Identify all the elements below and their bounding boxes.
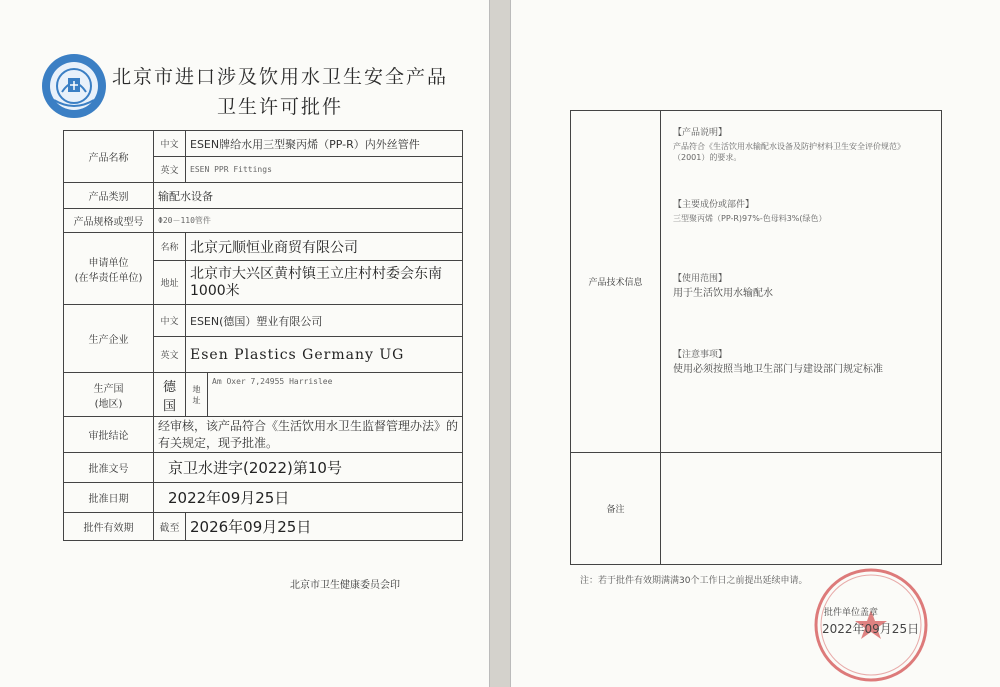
applicant-label: [64, 233, 154, 305]
origin-addr-value: Am Oxer 7,24955 Harrislee: [208, 373, 463, 417]
health-emblem-icon: [40, 52, 108, 120]
applicant-name-label: 名称: [154, 233, 186, 261]
material-body: 三型聚丙烯（PP-R)97%-色母料3%(绿色）: [673, 214, 827, 224]
desc-body: 产品符合《生活饮用水输配水设备及防护材料卫生安全评价规范》（2001）的要求。: [673, 142, 905, 163]
approval-date-label: 批准日期: [64, 483, 154, 513]
footnote: 注：若于批件有效期满满30个工作日之前提出延续申请。: [580, 576, 808, 586]
use-heading: 【使用范围】: [673, 273, 728, 284]
material-section: [667, 193, 935, 228]
left-page: [0, 0, 490, 687]
conclusion-label: 审批结论: [64, 417, 154, 453]
origin-addr-label: 地址: [186, 373, 208, 417]
page-gutter: [490, 0, 510, 687]
caution-section: [667, 343, 935, 381]
approval-no-label: 批准文号: [64, 453, 154, 483]
manufacturer-label: 生产企业: [64, 305, 154, 373]
spec-value: Φ20－110管件: [154, 209, 463, 233]
product-name-cn-value: ESEN牌给水用三型聚丙烯（PP-R）内外丝管件: [186, 131, 463, 157]
origin-label-line1: 生产国: [93, 383, 124, 395]
caution-heading: 【注意事项】: [673, 349, 728, 360]
remark-label: 备注: [571, 453, 661, 565]
category-label: 产品类别: [64, 183, 154, 209]
remark-value: [661, 453, 942, 565]
manufacturer-cn-value: ESEN(德国）塑业有限公司: [186, 305, 463, 337]
applicant-addr-label: 地址: [154, 261, 186, 305]
applicant-addr-value: 北京市大兴区黄村镇王立庄村村委会东南1000米: [186, 261, 463, 305]
product-name-en-value: ESEN PPR Fittings: [186, 157, 463, 183]
manufacturer-en-label: 英文: [154, 337, 186, 373]
desc-heading: 【产品说明】: [673, 128, 728, 138]
approval-no-value: 京卫水进字(2022)第10号: [154, 453, 463, 483]
manufacturer-cn-label: 中文: [154, 305, 186, 337]
seal-caption: 北京市卫生健康委员会印: [290, 580, 400, 591]
category-value: 输配水设备: [154, 183, 463, 209]
product-name-label: 产品名称: [64, 131, 154, 183]
manufacturer-en-value: Esen Plastics Germany UG: [186, 337, 463, 373]
tech-info-table: [570, 110, 942, 565]
applicant-label-line2: (在华责任单位): [74, 272, 143, 284]
valid-label: 批件有效期: [64, 513, 154, 541]
stamp-date: 2022年09月25日: [822, 622, 920, 636]
applicant-name-value: 北京元顺恒业商贸有限公司: [186, 233, 463, 261]
applicant-label-line1: 申请单位: [88, 257, 129, 269]
product-name-cn-label: 中文: [154, 131, 186, 157]
use-section: [667, 267, 935, 305]
spec-label: 产品规格或型号: [64, 209, 154, 233]
origin-label: [64, 373, 154, 417]
origin-country: 德国: [154, 373, 186, 417]
document-title-line1: 北京市进口涉及饮用水卫生安全产品: [111, 66, 448, 88]
permit-table: [63, 130, 463, 541]
approval-date-value: 2022年09月25日: [154, 483, 463, 513]
product-name-en-label: 英文: [154, 157, 186, 183]
valid-value: 2026年09月25日: [186, 513, 463, 541]
material-heading: 【主要成份或部件】: [673, 200, 755, 211]
caution-body: 使用必须按照当地卫生部门与建设部门规定标准: [673, 363, 883, 375]
desc-section: [667, 121, 935, 167]
tech-info-label: 产品技术信息: [571, 111, 661, 453]
document-title-line2: 卫生许可批件: [216, 96, 343, 118]
stamp-text: 批件单位盖章: [824, 608, 879, 618]
conclusion-value: 经审核，该产品符合《生活饮用水卫生监督管理办法》的有关规定，现予批准。: [154, 417, 463, 453]
use-body: 用于生活饮用水输配水: [673, 287, 773, 299]
valid-prefix: 截至: [154, 513, 186, 541]
origin-label-line2: (地区): [94, 398, 123, 410]
